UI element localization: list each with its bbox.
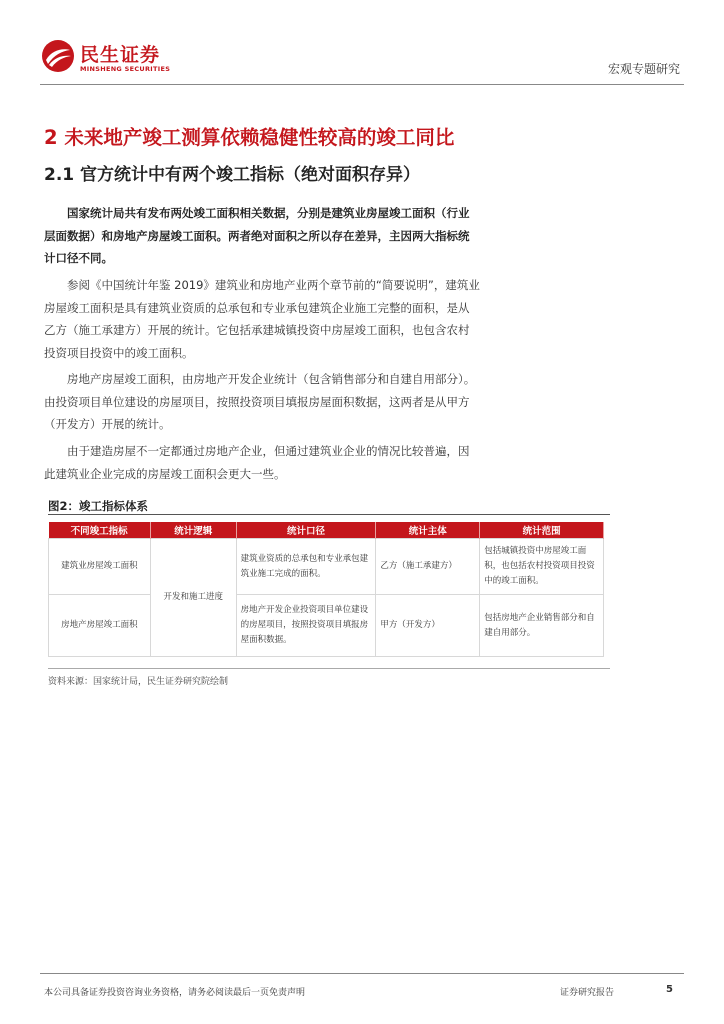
report-type: 宏观专题研究 — [607, 62, 680, 76]
table-cell-scope: 包括房地产企业销售部分和自建自用部分。 — [480, 595, 604, 657]
page-number: 5 — [666, 984, 673, 995]
footer-disclaimer: 本公司具备证券投资咨询业务资格，请务必阅读最后一页免责声明 — [44, 988, 306, 998]
table-header-cell: 统计逻辑 — [150, 522, 236, 539]
table-cell-logic: 开发和施工进度 — [150, 539, 236, 657]
table-row — [49, 595, 604, 657]
figure-source: 资料来源：国家统计局，民生证券研究院绘制 — [48, 677, 229, 687]
table-cell-indicator: 建筑业房屋竣工面积 — [49, 539, 151, 595]
indicator-table — [48, 522, 604, 657]
logo-text-en: MINSHENG SECURITIES — [80, 65, 171, 73]
figure-divider — [48, 514, 610, 515]
footer-divider — [40, 973, 684, 974]
logo-text-cn: 民生证券 — [80, 44, 161, 66]
paragraph-conclusion: 由于建造房屋不一定都通过房地产企业，但通过建筑业企业的情况比较普遍，因此建筑业企业完成的房屋竣工面积会更大一些。 — [44, 444, 470, 481]
paragraph-construction: 参阅《中国统计年鉴 2019》建筑业和房地产业两个章节前的“简要说明”，建筑业房屋竣工面积是具有建筑业资质的总承包和专业承包建筑企业施工完整的面积，是从乙方（施工承建方）开展的统计。它包括承建城镇投资中房屋竣工面积，也包含农村投资项目投资中的竣工面积。 — [44, 278, 480, 360]
table-header-cell: 不同竣工指标 — [49, 522, 151, 539]
section-heading: 2 未来地产竣工测算依赖稳健性较高的竣工同比 — [44, 126, 455, 149]
table-cell-scope: 包括城镇投资中房屋竣工面积，也包括农村投资项目投资中的竣工面积。 — [480, 539, 604, 595]
footer-report-label: 证券研究报告 — [560, 988, 615, 998]
table-header-cell: 统计口径 — [236, 522, 376, 539]
logo-mark-icon — [40, 38, 76, 74]
paragraph-realestate: 房地产房屋竣工面积，由房地产开发企业统计（包含销售部分和自建自用部分）。由投资项目单位建设的房屋项目，按照投资项目填报房屋面积数据，这两者是从甲方（开发方）开展的统计。 — [44, 372, 476, 432]
table-header-row — [49, 522, 604, 539]
table-row — [49, 539, 604, 595]
table-cell-caliber: 房地产开发企业投资项目单位建设的房屋项目，按照投资项目填报房屋面积数据。 — [236, 595, 376, 657]
table-cell-subject: 乙方（施工承建方） — [376, 539, 480, 595]
table-cell-caliber: 建筑业资质的总承包和专业承包建筑业施工完成的面积。 — [236, 539, 376, 595]
source-divider — [48, 668, 610, 669]
company-logo — [40, 38, 180, 78]
subsection-heading: 2.1 官方统计中有两个竣工指标（绝对面积存异） — [44, 165, 421, 185]
table-header-cell: 统计范围 — [480, 522, 604, 539]
table-cell-subject: 甲方（开发方） — [376, 595, 480, 657]
paragraph-summary: 国家统计局共有发布两处竣工面积相关数据，分别是建筑业房屋竣工面积（行业层面数据）和房地产房屋竣工面积。两者绝对面积之所以存在差异，主因两大指标统计口径不同。 — [44, 206, 470, 266]
figure-title: 图2：竣工指标体系 — [48, 499, 149, 513]
table-header-cell: 统计主体 — [376, 522, 480, 539]
table-cell-indicator: 房地产房屋竣工面积 — [49, 595, 151, 657]
header-divider — [40, 84, 684, 85]
page-header — [0, 0, 724, 86]
